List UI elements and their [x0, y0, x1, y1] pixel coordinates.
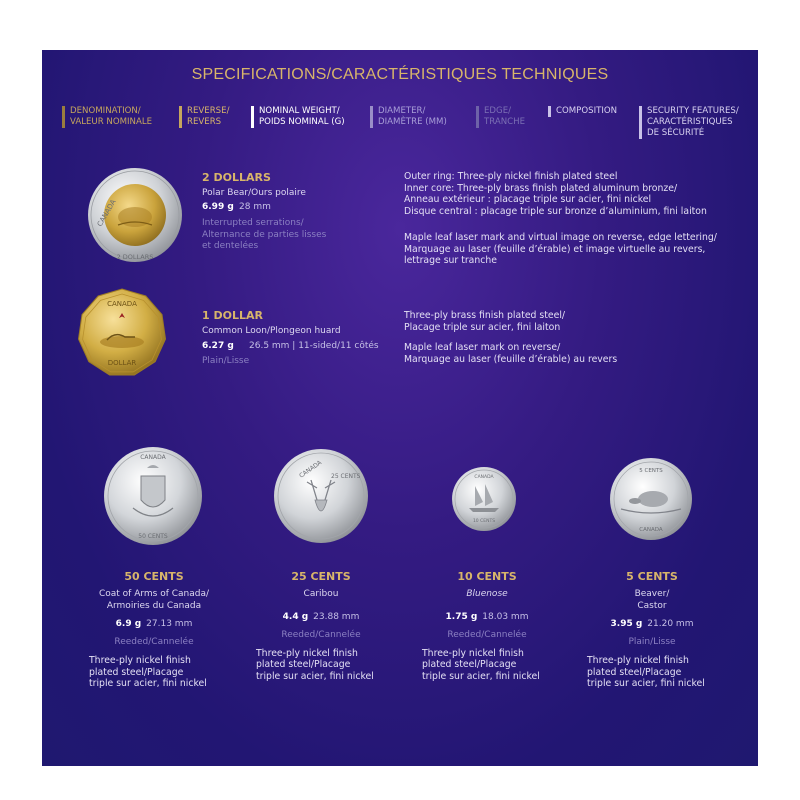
dime-spec	[412, 570, 562, 682]
toonie-face-bottom: 2 DOLLARS	[116, 253, 154, 261]
quarter-edge: Reeded/Cannelée	[281, 629, 361, 640]
nickel-weight: 3.95 g	[610, 619, 643, 629]
nickel-reverse: Beaver/ Castor	[634, 589, 670, 611]
dime-coin-image	[451, 466, 517, 532]
dime-face-top: CANADA	[474, 475, 494, 480]
loonie-face-top: CANADA	[107, 300, 137, 308]
half-diameter: 27.13 mm	[146, 619, 193, 629]
nickel-composition: Three-ply nickel finish plated steel/Placage triple sur acier, fini nickel	[587, 655, 705, 689]
quarter-diameter: 23.88 mm	[313, 611, 360, 622]
loonie-weight: 6.27 g	[202, 341, 234, 351]
quarter-face-denom: 25 CENTS	[331, 473, 361, 480]
dime-face-denom: 10 CENTS	[472, 519, 496, 524]
legend-edge: EDGE/ TRANCHE	[476, 106, 525, 128]
toonie-diameter: 28 mm	[239, 202, 271, 212]
dime-weight-diameter	[412, 612, 562, 622]
nickel-spec	[577, 570, 727, 690]
nickel-face-denom: 5 CENTS	[639, 468, 663, 474]
specifications-panel	[42, 50, 758, 766]
loonie-reverse: Common Loon/Plongeon huard	[202, 326, 341, 336]
dime-diameter: 18.03 mm	[482, 611, 529, 622]
toonie-name: 2 DOLLARS	[202, 171, 271, 184]
dime-name: 10 CENTS	[457, 570, 517, 583]
quarter-weight-diameter	[246, 612, 396, 622]
quarter-spec	[246, 570, 396, 682]
loonie-name: 1 DOLLAR	[202, 309, 263, 322]
half-composition: Three-ply nickel finish plated steel/Placage triple sur acier, fini nickel	[89, 655, 207, 689]
nickel-face-top: CANADA	[639, 527, 663, 533]
page-title: SPECIFICATIONS/CARACTÉRISTIQUES TECHNIQUES	[191, 66, 609, 83]
loonie-composition: Three-ply brass finish plated steel/ Placage triple sur acier, fini laiton	[404, 310, 566, 333]
loonie-edge: Plain/Lisse	[202, 356, 250, 366]
legend-reverse: REVERSE/ REVERS	[179, 106, 229, 128]
nickel-diameter: 21.20 mm	[647, 619, 694, 629]
dime-weight: 1.75 g	[445, 611, 478, 622]
loonie-security: Maple leaf laser mark on reverse/ Marquage au laser (feuille d’érable) au revers	[404, 342, 618, 365]
quarter-composition: Three-ply nickel finish plated steel/Placage triple sur acier, fini nickel	[256, 647, 374, 682]
legend-diameter: DIAMETER/ DIAMÈTRE (MM)	[370, 106, 447, 128]
toonie-face-top: CANADA	[95, 198, 118, 228]
nickel-name: 5 CENTS	[626, 570, 678, 583]
quarter-face-top: CANADA	[298, 459, 324, 480]
half-dollar-coin-image	[103, 446, 203, 546]
loonie-coin-image	[75, 287, 169, 381]
legend-security-features: SECURITY FEATURES/ CARACTÉRISTIQUES DE SÉCURITÉ	[639, 106, 739, 139]
toonie-edge: Interrupted serrations/ Alternance de parties lisses et dentelées	[202, 218, 327, 251]
nickel-weight-diameter	[577, 619, 727, 629]
quarter-weight: 4.4 g	[282, 611, 309, 622]
toonie-composition: Outer ring: Three-ply nickel finish plated steel Inner core: Three-ply brass finish plated aluminum bronze/ Anneau extérieur : placage triple sur acier, fini nickel Disque central : placage triple sur bronze d’aluminium, fini laiton	[404, 171, 707, 217]
legend-denomination: DENOMINATION/ VALEUR NOMINALE	[62, 106, 152, 128]
half-dollar-spec	[79, 570, 229, 690]
quarter-coin-image	[273, 448, 369, 544]
dime-composition: Three-ply nickel finish plated steel/Placage triple sur acier, fini nickel	[422, 647, 540, 682]
legend-composition: COMPOSITION	[548, 106, 617, 117]
half-weight: 6.9 g	[115, 619, 142, 629]
half-weight-diameter	[79, 619, 229, 629]
nickel-coin-image	[609, 457, 693, 541]
toonie-weight: 6.99 g	[202, 202, 234, 212]
toonie-security: Maple leaf laser mark and virtual image on reverse, edge lettering/ Marquage au laser (feuille d’érable) et image virtuelle au revers, lettrage sur tranche	[404, 232, 717, 266]
half-face-denom: 50 CENTS	[138, 533, 168, 540]
quarter-reverse: Caribou	[303, 589, 339, 599]
loonie-diameter: 26.5 mm | 11-sided/11 côtés	[249, 341, 379, 351]
dime-edge: Reeded/Cannelée	[447, 629, 527, 640]
half-reverse: Coat of Arms of Canada/ Armoiries du Canada	[98, 589, 210, 611]
loonie-face-bottom: DOLLAR	[107, 359, 137, 367]
nickel-edge: Plain/Lisse	[628, 637, 676, 647]
half-edge: Reeded/Cannelée	[114, 637, 194, 647]
half-face-top: CANADA	[140, 454, 166, 461]
toonie-reverse: Polar Bear/Ours polaire	[202, 188, 306, 198]
quarter-name: 25 CENTS	[291, 570, 351, 583]
toonie-coin-image	[87, 167, 183, 263]
half-name: 50 CENTS	[124, 570, 184, 583]
dime-reverse: Bluenose	[466, 589, 508, 599]
legend-nominal-weight: NOMINAL WEIGHT/ POIDS NOMINAL (G)	[251, 106, 345, 128]
